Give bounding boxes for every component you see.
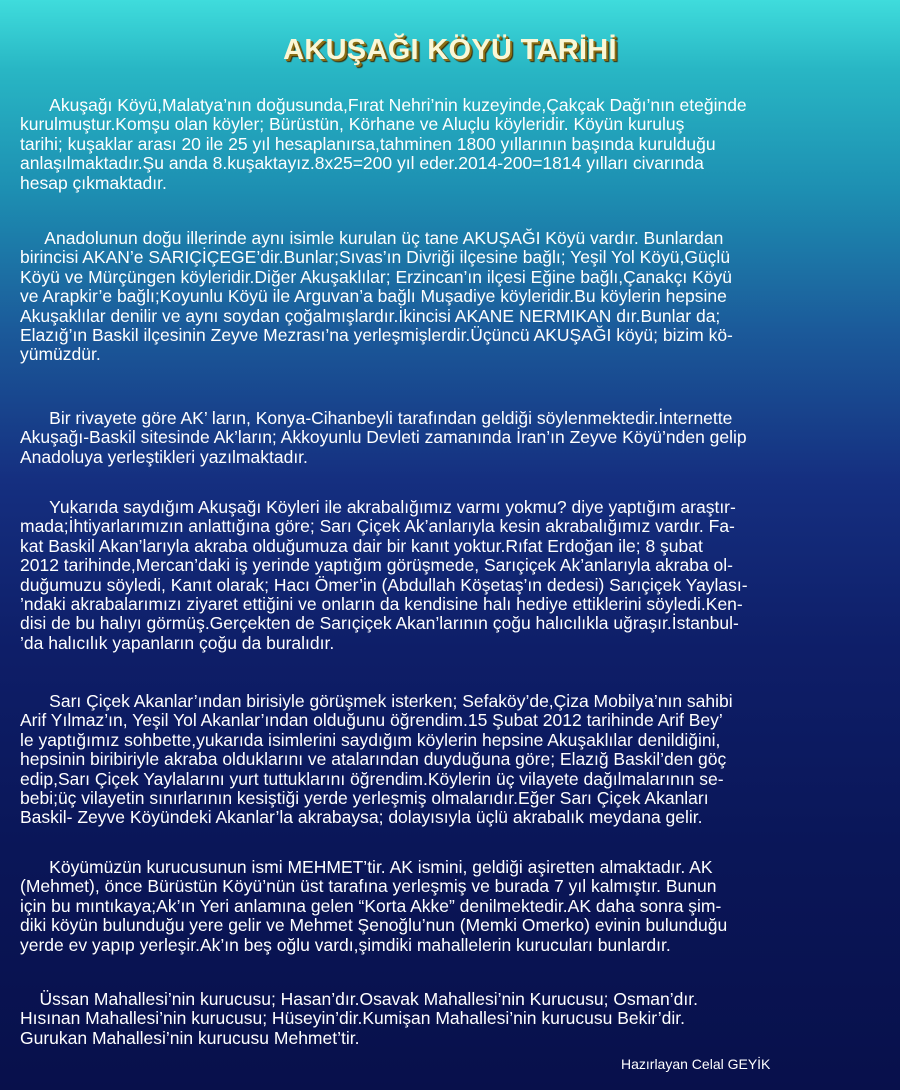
text-line: kurulmuştur.Komşu olan köyler; Bürüstün, Körhane ve Aluçlu köyleridir. Köyün kuruluş <box>20 114 685 135</box>
text-line: yerde ev yapıp yerleşir.Ak’ın beş oğlu vardı,şimdiki mahallelerin kurucuları bunlardır. <box>20 934 671 955</box>
text-line: Arif Yılmaz’ın, Yeşil Yol Akanlar’ından olduğunu öğrendim.15 Şubat 2012 tarihinde Arif Bey’ <box>20 710 723 731</box>
text-line: Akuşağı-Baskil sitesinde Ak’ların; Akkoyunlu Devleti zamanında İran’ın Zeyve Köyü’nden gelip <box>20 427 747 448</box>
page-title: AKUŞAĞI KÖYÜ TARİHİ <box>283 34 617 66</box>
text-line: mada;İhtiyarlarımızın anlattığına göre; Sarı Çiçek Ak’anlarıyla kesin akrabalığımız vardır. Fa- <box>20 516 735 537</box>
text-line: anlaşılmaktadır.Şu anda 8.kuşaktayız.8x25=200 yıl eder.2014-200=1814 yılları civarında <box>20 153 704 174</box>
text-line: (Mehmet), önce Bürüstün Köyü’nün üst tarafına yerleşmiş ve burada 7 yıl kalmıştır. Bunun <box>20 876 717 897</box>
text-line: yümüzdür. <box>20 344 101 365</box>
text-line: le yaptığımız sohbette,yukarıda isimlerini saydığım köylerin hepsine Akuşaklılar denildiğini, <box>20 729 721 750</box>
paragraph-kinship-research <box>20 498 748 653</box>
text-line: Anadolunun doğu illerinde aynı isimle kurulan üç tane AKUŞAĞI Köyü vardır. Bunlardan <box>20 228 724 248</box>
text-line: diki köyün bulunduğu yere gelir ve Mehmet Şenoğlu’nun (Memki Omerko) evinin bulunduğu <box>20 915 728 936</box>
text-line: disi de bu halıyı görmüş.Gerçekten de Sarıçiçek Akan’larının çoğu halıcılıkla uğraşır.İstanbul- <box>20 613 739 634</box>
text-line: birincisi AKAN’e SARIÇİÇEGE’dir.Bunlar;Sıvas’ın Divriği ilçesine bağlı; Yeşil Yol Köyü,Güçlü <box>20 247 731 268</box>
paragraph-rumor <box>20 409 747 467</box>
paragraph-three-villages <box>20 229 733 365</box>
text-line: hepsinin biribiriyle akraba olduklarını ve atalarından duyduğuna göre; Elazığ Baskil’den göç <box>20 749 727 770</box>
text-line: bebi;üç vilayetin sınırlarının kesiştiği yerde yerleşmiş olmalarıdır.Eğer Sarı Çiçek Akanları <box>20 788 709 809</box>
paragraph-location <box>20 96 747 193</box>
text-line: 2012 tarihinde,Mercan’daki iş yerinde yaptığım görüşmede, Sarıçiçek Ak’anlarıyla akraba ol- <box>20 555 733 576</box>
text-line: için bu mıntıkaya;Ak’ın Yeri anlamına gelen “Korta Akke” denilmektedir.AK daha sonra şim- <box>20 895 722 916</box>
paragraph-neighborhoods <box>20 990 698 1048</box>
text-line: edip,Sarı Çiçek Yaylalarını yurt tuttuklarını öğrendim.Köylerin üç vilayete dağılmalarının se- <box>20 768 724 789</box>
text-line: ’da halıcılık yapanların çoğu da buralıdır. <box>20 632 335 653</box>
text-line: Elazığ’ın Baskil ilçesinin Zeyve Mezrası’na yerleşmişlerdir.Üçüncü AKUŞAĞI köyü; bizim kö- <box>20 325 733 346</box>
text-line: duğumuzu söyledi, Kanıt olarak; Hacı Ömer’in (Abdullah Köşetaş’ın dedesi) Sarıçiçek Yaylası- <box>20 574 748 595</box>
text-line: Akuşağı Köyü,Malatya’nın doğusunda,Fırat Nehri’nin kuzeyinde,Çakçak Dağı’nın eteğinde <box>20 95 747 115</box>
text-line: ve Arapkir’e bağlı;Koyunlu Köyü ile Arguvan’a bağlı Muşadiye köyleridir.Bu köylerin hepsine <box>20 286 727 307</box>
text-line: Köyümüzün kurucusunun ismi MEHMET’tir. AK ismini, geldiği aşiretten almaktadır. AK <box>20 857 713 877</box>
text-line: ’ndaki akrabalarımızı ziyaret ettiğini ve onların da kendisine halı hediye ettiklerini söyledi.Ken- <box>20 594 743 615</box>
paragraph-interview <box>20 692 733 828</box>
author-credit: Hazırlayan Celal GEYİK <box>621 1056 771 1072</box>
text-line: Hısınan Mahallesi’nin kurucusu; Hüseyin’dir.Kumişan Mahallesi’nin kurucusu Bekir’dir. <box>20 1008 685 1029</box>
text-line: Baskil- Zeyve Köyündeki Akanlar’la akrabaysa; dolayısıyla üçlü akrabalık meydana gelir. <box>20 807 703 828</box>
text-line: hesap çıkmaktadır. <box>20 172 167 193</box>
text-line: Yukarıda saydığım Akuşağı Köyleri ile akrabalığımız varmı yokmu? diye yaptığım araştır- <box>20 497 736 517</box>
paragraph-founder <box>20 858 727 955</box>
text-line: Gurukan Mahallesi’nin kurucusu Mehmet’tir. <box>20 1027 360 1048</box>
text-line: Akuşaklılar denilir ve aynı soydan çoğalmışlardır.İkincisi AKANE NERMIKAN dır.Bunlar da; <box>20 305 721 326</box>
text-line: Anadoluya yerleştikleri yazılmaktadır. <box>20 446 308 467</box>
text-line: Bir rivayete göre AK’ ların, Konya-Cihanbeyli tarafından geldiği söylenmektedir.İnternette <box>20 408 733 428</box>
text-line: Köyü ve Mürçüngen köyleridir.Diğer Akuşaklılar; Erzincan’ın ilçesi Eğine bağlı,Çanakçı Köyü <box>20 266 733 287</box>
text-line: Üssan Mahallesi’nin kurucusu; Hasan’dır.Osavak Mahallesi’nin Kurucusu; Osman’dır. <box>20 989 698 1009</box>
text-line: kat Baskil Akan’larıyla akraba olduğumuza dair bir kanıt yoktur.Rıfat Erdoğan ile; 8 şubat <box>20 535 703 556</box>
text-line: tarihi; kuşaklar arası 20 ile 25 yıl hesaplanırsa,tahminen 1800 yıllarının başında kurulduğu <box>20 133 716 154</box>
text-line: Sarı Çiçek Akanlar’ından birisiyle görüşmek isterken; Sefaköy’de,Çiza Mobilya’nın sahibi <box>20 691 733 711</box>
